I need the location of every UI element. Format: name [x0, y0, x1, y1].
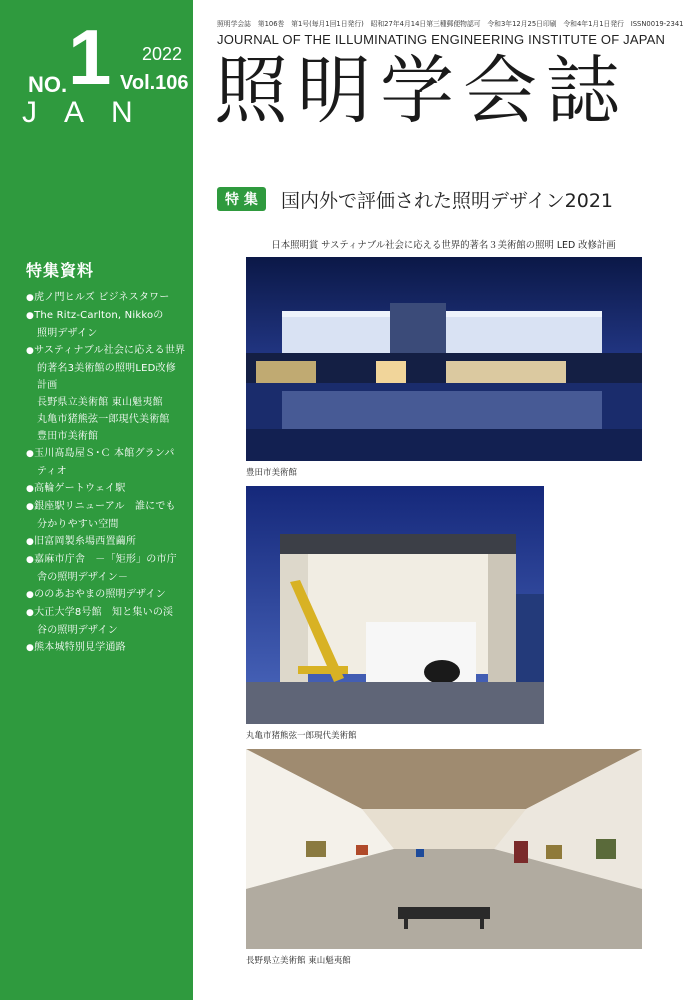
toc-item: 的著名3美術館の照明LED改修	[37, 363, 176, 374]
photo-caption-1: 豊田市美術館	[246, 468, 298, 478]
photo-caption-2: 丸亀市猪熊弦一郎現代美術館	[246, 731, 357, 741]
toc-item: ● 熊本城特別見学通路	[26, 639, 191, 657]
toc-item: ● 高輪ゲートウェイ駅	[26, 480, 191, 498]
photo-caption-3: 長野県立美術館 東山魁夷館	[246, 956, 351, 966]
photo-toyota-museum	[246, 257, 642, 461]
issue-volume: Vol.106	[120, 72, 189, 94]
journal-title-jp: 照明学会誌	[214, 48, 629, 134]
toyota-museum-illustration	[246, 257, 642, 461]
issue-block	[28, 13, 189, 108]
issue-year: 2022	[142, 44, 183, 64]
toc-items	[26, 289, 191, 657]
feature-tag: 特 集	[217, 187, 266, 211]
publication-info: 照明学会誌 第106巻 第1号(毎月1回1日発行) 昭和27年4月14日第三種郵便物認可 令和3年12月25日印刷 令和4年1月1日発行 ISSN0019-2341	[217, 20, 684, 28]
toc-item: 計画	[37, 380, 58, 391]
nagano-gallery-illustration	[246, 749, 642, 949]
toc-item: 丸亀市猪熊弦一郎現代美術館	[37, 414, 170, 425]
award-caption: 日本照明賞 サスティナブル社会に応える世界的著名３美術館の照明 LED 改修計画	[271, 240, 616, 251]
marugame-museum-illustration	[246, 486, 544, 724]
photo-marugame-museum	[246, 486, 544, 724]
toc-title: 特集資料	[26, 261, 95, 280]
issue-no-label: NO.	[28, 72, 68, 97]
toc-item: 長野県立美術館 東山魁夷館	[37, 397, 163, 408]
photo-nagano-museum	[246, 749, 642, 949]
toc-item: ● 銀座駅リニューアル 誰にでも	[26, 498, 191, 516]
feature-materials-list	[26, 258, 191, 657]
toc-item: 舎の照明デザイン－	[37, 572, 129, 583]
toc-item: ティオ	[37, 466, 67, 477]
toc-item: ● The Ritz-Carlton, Nikkoの	[26, 307, 191, 325]
toc-item: 分かりやすい空間	[37, 519, 119, 530]
toc-item: ● 虎ノ門ヒルズ ビジネスタワー	[26, 289, 191, 307]
journal-title-en: JOURNAL OF THE ILLUMINATING ENGINEERING INSTITUTE OF JAPAN	[217, 32, 666, 47]
toc-item: ● ののあおやまの照明デザイン	[26, 586, 191, 604]
toc-item: ● 旧富岡製糸場西置繭所	[26, 533, 191, 551]
toc-item: ● 玉川髙島屋Ｓ･Ｃ 本館グランパ	[26, 445, 191, 463]
issue-month: JAN	[22, 96, 160, 129]
toc-item: 谷の照明デザイン	[37, 625, 118, 636]
toc-item: 豊田市美術館	[37, 431, 99, 442]
toc-item: ● サスティナブル社会に応える世界	[26, 342, 191, 360]
toc-item: ● 嘉麻市庁舎 －「矩形」の市庁	[26, 551, 191, 569]
toc-item: ● 大正大学8号館 知と集いの渓	[26, 604, 191, 622]
cover-sidebar	[0, 0, 193, 1000]
feature-title: 国内外で評価された照明デザイン2021	[281, 190, 614, 212]
feature-heading	[217, 186, 687, 212]
toc-item: 照明デザイン	[37, 328, 98, 339]
issue-number: 1	[68, 13, 112, 101]
